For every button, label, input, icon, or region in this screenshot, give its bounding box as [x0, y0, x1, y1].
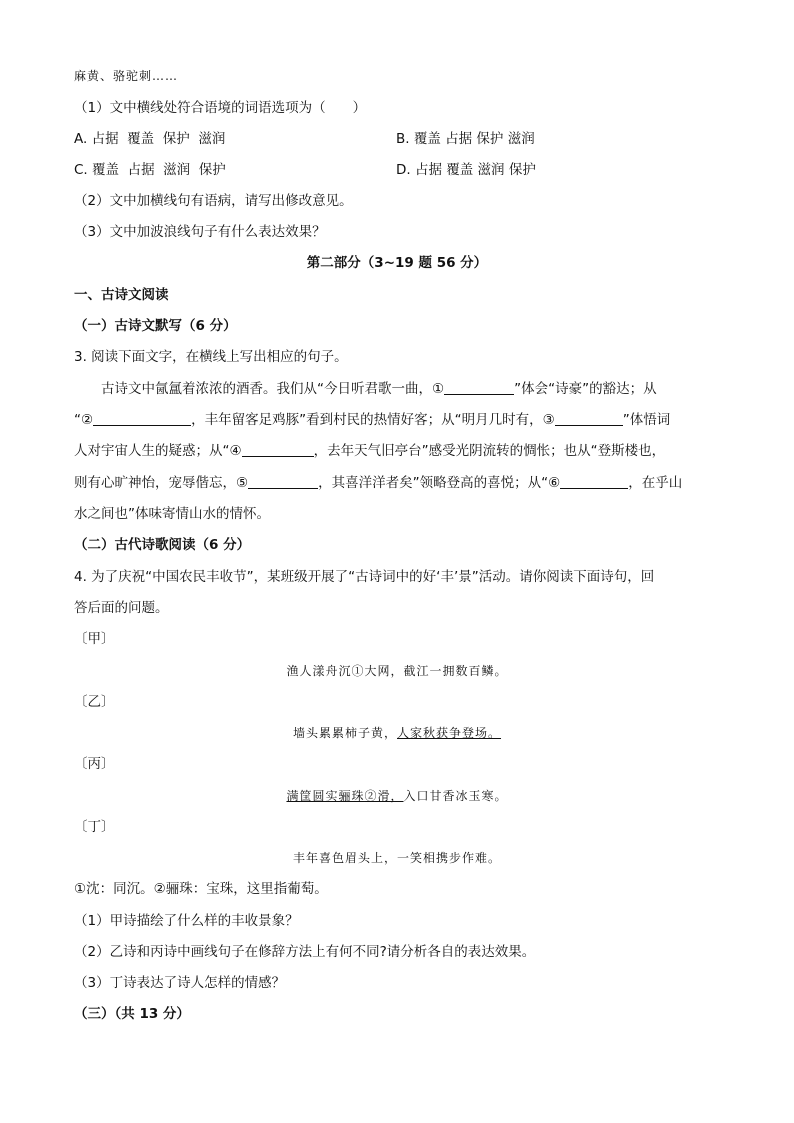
options-row-2	[74, 160, 720, 180]
option-a: A. 占据 覆盖 保护 滋润	[74, 131, 226, 147]
blank-6[interactable]	[560, 474, 628, 489]
poem-bing: 满筐圆实骊珠②滑，入口甘香冰玉寒。	[286, 789, 508, 803]
note-marker-2: ②	[364, 789, 378, 803]
question-1-sub-3: （3）文中加波浪线句子有什么表达效果？	[74, 224, 326, 240]
section-title: 第二部分（3~19 题 56 分）	[306, 255, 488, 271]
options-row-1	[74, 129, 720, 149]
poem-bing-label: 〔丙〕	[74, 756, 115, 772]
question-3-stem: 3. 阅读下面文字，在横线上写出相应的句子。	[74, 349, 348, 365]
heading-classical-reading: 一、古诗文阅读	[74, 287, 169, 303]
subheading-part-3: （三）（共 13 分）	[74, 1006, 190, 1022]
underlined-line-bing: 满筐圆实骊珠②滑，	[286, 789, 404, 803]
question-1-sub-2: （2）文中加横线句有语病，请写出修改意见。	[74, 193, 353, 209]
question-4-stem-2: 答后面的问题。	[74, 600, 169, 616]
poem-ding: 丰年喜色眉头上，一笑相携步作难。	[292, 851, 501, 865]
blank-1[interactable]	[444, 380, 514, 395]
poem-jia-label: 〔甲〕	[74, 631, 115, 647]
q3-passage-line-5: 水之间也”体味寄情山水的情怀。	[74, 506, 270, 522]
q3-passage-line-3: 人对宇宙人生的疑惑；从“④ ，去年天气旧亭台”感受光阴流转的惆怅；也从“登斯楼也，	[74, 443, 666, 459]
poem-yi-label: 〔乙〕	[74, 694, 115, 710]
option-d: D. 占据 覆盖 滋润 保护	[396, 162, 536, 178]
q3-passage-line-1: 古诗文中氤氲着浓浓的酒香。我们从“今日听君歌一曲，① ”体会“诗豪”的豁达；从	[101, 381, 657, 397]
option-b: B. 覆盖 占据 保护 滋润	[396, 131, 535, 147]
poem-jia: 渔人漾舟沉①大网，截江一拥数百鳞。	[286, 664, 508, 678]
blank-2[interactable]	[93, 411, 191, 426]
subheading-recitation: （一）古诗文默写（6 分）	[74, 318, 237, 334]
question-4-stem-1: 4. 为了庆祝“中国农民丰收节”，某班级开展了“古诗词中的好‘丰’景”活动。请你阅读下面诗句，回	[74, 569, 655, 585]
option-c: C. 覆盖 占据 滋润 保护	[74, 162, 226, 178]
question-4-sub-3: （3）丁诗表达了诗人怎样的情感？	[74, 975, 286, 991]
subheading-poetry: （二）古代诗歌阅读（6 分）	[74, 537, 251, 553]
question-4-sub-2: （2）乙诗和丙诗中画线句子在修辞方法上有何不同?请分析各自的表达效果。	[74, 944, 536, 960]
q3-passage-line-4: 则有心旷神怡，宠辱偕忘，⑤ ，其喜洋洋者矣”领略登高的喜悦；从“⑥ ，在乎山	[74, 475, 683, 491]
note-marker-1: ①	[351, 664, 365, 678]
question-1-sub-1: （1）文中横线处符合语境的词语选项为（ ）	[74, 100, 367, 116]
blank-5[interactable]	[248, 474, 318, 489]
top-fragment: 麻黄、骆驼刺……	[74, 69, 179, 83]
underlined-line-yi: 人家秋获争登场。	[397, 726, 502, 740]
poem-ding-label: 〔丁〕	[74, 819, 115, 835]
poem-yi: 墙头累累柿子黄，人家秋获争登场。	[292, 726, 502, 740]
question-4-sub-1: （1）甲诗描绘了什么样的丰收景象？	[74, 913, 299, 929]
blank-3[interactable]	[555, 411, 623, 426]
footnotes: ①沈：同沉。②骊珠：宝珠，这里指葡萄。	[74, 881, 328, 897]
blank-4[interactable]	[242, 442, 314, 457]
q3-passage-line-2: “② ，丰年留客足鸡豚”看到村民的热情好客；从“明月几时有，③ ”体悟词	[74, 412, 671, 428]
